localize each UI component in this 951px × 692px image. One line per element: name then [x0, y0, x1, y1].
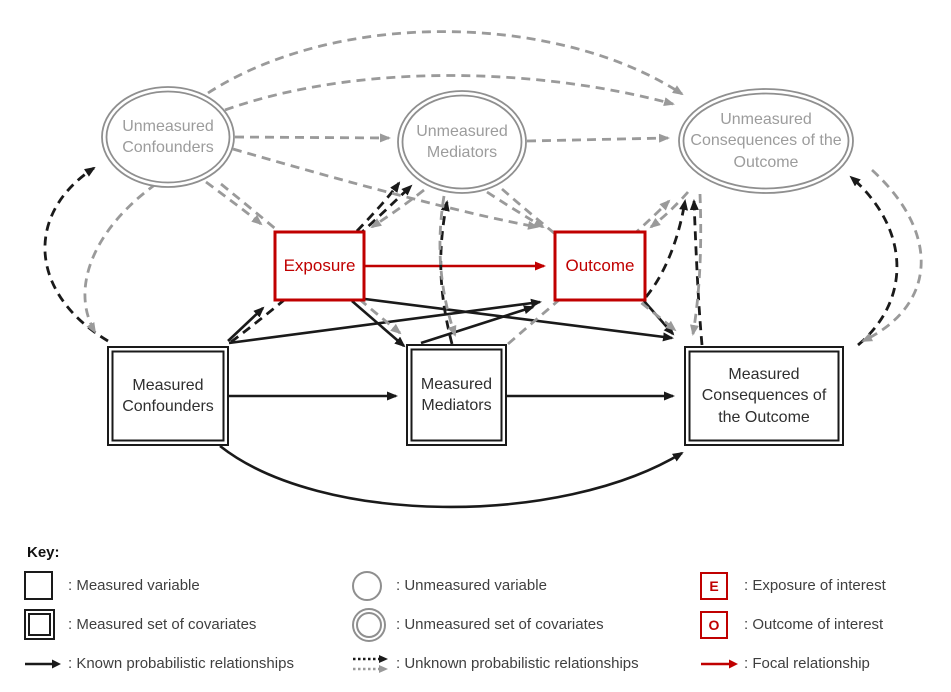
node-label-unmeasured-consequences: Unmeasured Consequences of the Outcome — [690, 111, 842, 171]
node-measured-consequences — [685, 347, 843, 445]
edge-measured-consequences-to-unmeasured-consequences — [851, 177, 897, 345]
node-measured-mediators — [407, 345, 506, 445]
legend-item — [700, 605, 886, 644]
node-exposure — [275, 232, 364, 300]
node-label-exposure: Exposure — [283, 255, 356, 275]
edge-measured-confounders-to-exposure — [228, 308, 263, 341]
edge-unmeasured-confounders-to-unmeasured-consequences — [208, 32, 682, 94]
legend-item — [24, 605, 294, 644]
legend-column-focal — [700, 566, 886, 683]
outcome-box-icon: O — [700, 611, 744, 639]
circle-double-icon — [352, 608, 396, 642]
legend-item-label: : Unmeasured variable — [396, 577, 547, 594]
square-double-icon — [24, 609, 68, 640]
legend-item-label: : Unmeasured set of covariates — [396, 616, 604, 633]
arrow-dotted-pair-icon — [352, 654, 396, 674]
arrow-solid-black-icon — [24, 658, 68, 670]
node-label-measured-mediators: Measured Mediators — [420, 375, 493, 414]
edge-measured-confounders-to-outcome — [229, 302, 540, 343]
circle-single-icon — [352, 571, 396, 601]
node-outcome — [555, 232, 645, 300]
legend-column-measured — [24, 566, 294, 683]
edge-unmeasured-confounders-to-unmeasured-mediators — [235, 137, 389, 138]
legend-item — [24, 644, 294, 683]
node-label-unmeasured-confounders: Unmeasured Confounders — [122, 117, 214, 156]
square-single-icon — [24, 571, 68, 600]
edge-unmeasured-mediators-to-unmeasured-consequences — [527, 138, 668, 141]
arrow-red-icon — [700, 658, 744, 670]
legend-item-label: : Exposure of interest — [744, 577, 886, 594]
legend-item-label: : Outcome of interest — [744, 616, 884, 633]
edge-unmeasured-confounders-to-measured-confounders — [85, 184, 156, 332]
legend-item-label: : Measured set of covariates — [68, 616, 257, 633]
legend-item-label: : Focal relationship — [744, 655, 870, 672]
exposure-box-icon: E — [700, 572, 744, 600]
node-unmeasured-consequences — [679, 89, 853, 193]
node-label-outcome: Outcome — [565, 255, 635, 275]
legend-item — [352, 605, 639, 644]
edge-unmeasured-consequences-to-measured-consequences — [863, 170, 921, 341]
legend — [0, 540, 951, 692]
node-unmeasured-confounders — [102, 87, 234, 187]
node-label-measured-confounders: Measured Confounders — [122, 376, 214, 415]
legend-item — [352, 566, 639, 605]
legend-column-unmeasured — [352, 566, 639, 683]
edge-exposure-to-measured-mediators — [352, 301, 404, 346]
legend-title: Key: — [27, 544, 60, 561]
node-unmeasured-mediators — [398, 91, 526, 193]
edge-measured-confounders-to-measured-consequences — [220, 446, 682, 507]
legend-item-label: : Known probabilistic relationships — [68, 655, 294, 672]
legend-item — [24, 566, 294, 605]
legend-item — [352, 644, 639, 683]
legend-item — [700, 566, 886, 605]
legend-item — [700, 644, 886, 683]
edge-measured-confounders-to-unmeasured-confounders — [45, 168, 108, 341]
edge-unmeasured-confounders-to-exposure — [206, 182, 261, 224]
node-label-unmeasured-mediators: Unmeasured Mediators — [416, 122, 508, 161]
node-measured-confounders — [108, 347, 228, 445]
legend-item-label: : Measured variable — [68, 577, 200, 594]
legend-item-label: : Unknown probabilistic relationships — [396, 655, 639, 672]
node-label-measured-consequences: Measured Consequences of the Outcome — [701, 366, 827, 426]
